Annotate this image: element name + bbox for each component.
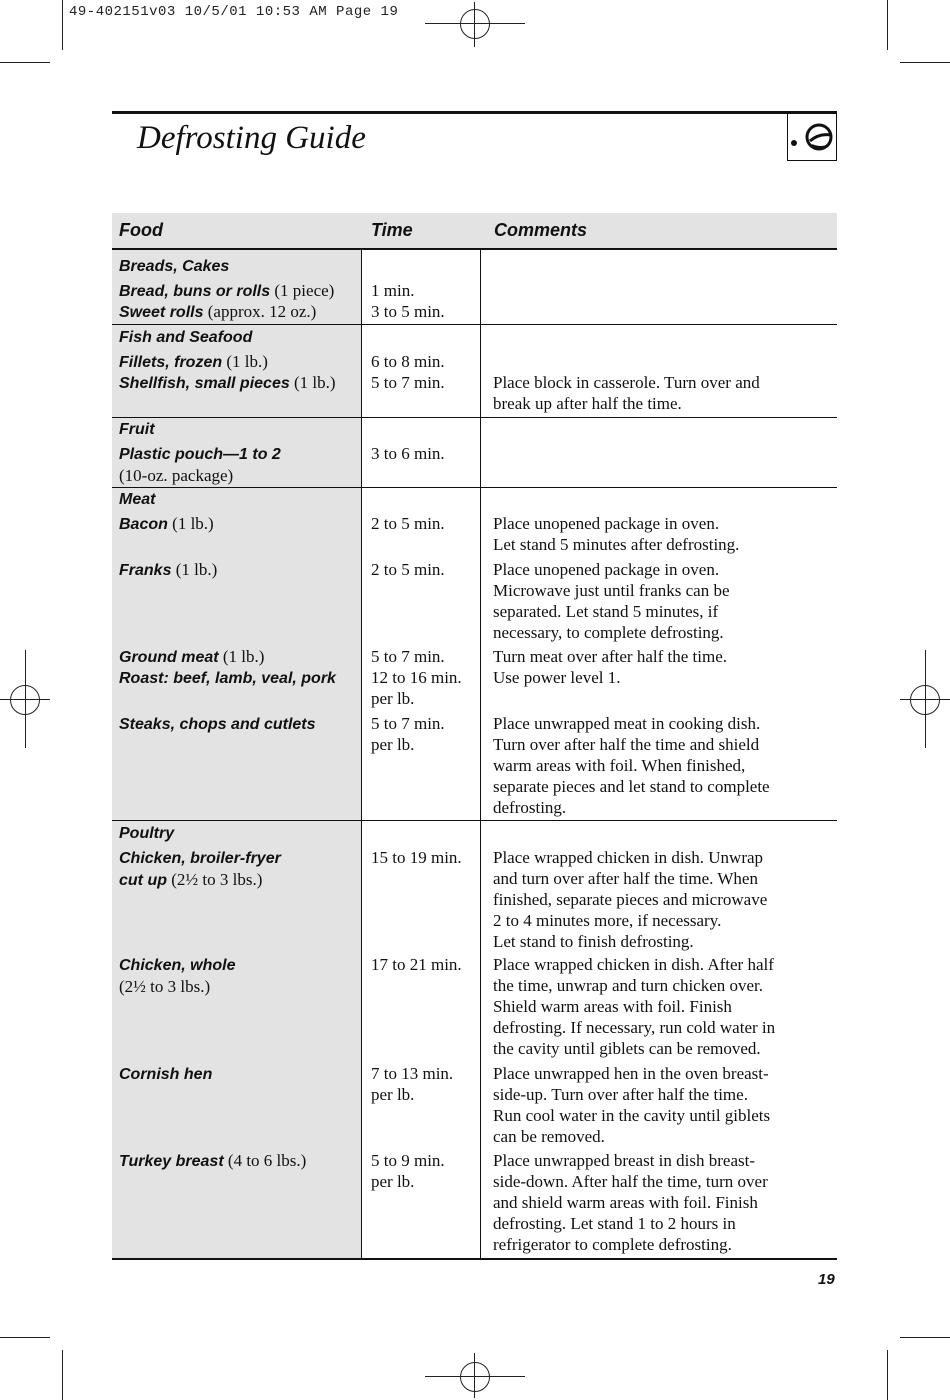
defrost-time: 5 to 7 min. bbox=[371, 373, 445, 392]
food-item bbox=[119, 443, 359, 486]
registration-circle bbox=[910, 685, 940, 715]
food-name: Plastic pouch—1 to 2 bbox=[119, 446, 281, 463]
food-name: Chicken, whole bbox=[119, 957, 236, 974]
section-rule bbox=[112, 487, 837, 488]
food-quantity: (1 lb.) bbox=[218, 647, 265, 666]
defrost-comment: Use power level 1. bbox=[493, 668, 621, 687]
crop-mark bbox=[900, 1337, 950, 1338]
food-quantity: (1 lb.) bbox=[171, 560, 218, 579]
food-name-continued: cut up bbox=[119, 872, 167, 889]
food-item bbox=[119, 559, 359, 581]
food-quantity: (1 lb.) bbox=[167, 514, 214, 533]
food-item bbox=[119, 301, 359, 323]
crop-mark bbox=[0, 1337, 50, 1338]
food-name: Ground meat bbox=[119, 649, 219, 666]
defrost-comment: Place unwrapped breast in dish breast- side-down. After half the time, turn over and shield warm areas with foil. Finish defrosting. Let stand 1 to 2 hours in refrigerator to complete defrosting. bbox=[493, 1151, 768, 1254]
crop-mark bbox=[900, 62, 950, 63]
food-quantity: (approx. 12 oz.) bbox=[203, 302, 317, 321]
defrost-time: 17 to 21 min. bbox=[371, 955, 462, 974]
category-heading: Breads, Cakes bbox=[119, 258, 230, 275]
food-quantity: (2½ to 3 lbs.) bbox=[119, 977, 211, 996]
food-item bbox=[119, 954, 359, 997]
food-item bbox=[119, 372, 359, 394]
crop-mark bbox=[887, 0, 888, 50]
food-item bbox=[119, 280, 359, 302]
defrost-comment: Place unwrapped hen in the oven breast- side-up. Turn over after half the time. Run cool water in the cavity until giblets can be removed. bbox=[493, 1064, 771, 1146]
defrost-comment: Place unopened package in oven. Microwave just until franks can be separated. Let stand 5 minutes, if necessary, to complete defrosting. bbox=[493, 560, 730, 642]
section-rule bbox=[112, 324, 837, 325]
food-item bbox=[119, 1063, 359, 1085]
registration-circle bbox=[10, 685, 40, 715]
food-name: Bread, buns or rolls bbox=[119, 283, 271, 300]
defrost-time: 3 to 5 min. bbox=[371, 302, 445, 321]
defrost-time: 3 to 6 min. bbox=[371, 444, 445, 463]
registration-circle bbox=[460, 9, 490, 39]
food-quantity: (4 to 6 lbs.) bbox=[223, 1151, 307, 1170]
food-quantity: (10-oz. package) bbox=[119, 466, 234, 485]
registration-circle bbox=[460, 1362, 490, 1392]
food-column-shading bbox=[112, 250, 362, 1258]
defrost-time: 2 to 5 min. bbox=[371, 560, 445, 579]
category-heading: Fish and Seafood bbox=[119, 329, 253, 346]
food-quantity: (2½ to 3 lbs.) bbox=[167, 870, 263, 889]
food-name: Fillets, frozen bbox=[119, 354, 223, 371]
section-rule bbox=[112, 820, 837, 821]
food-item bbox=[119, 847, 359, 891]
defrost-time: 5 to 9 min. per lb. bbox=[371, 1151, 445, 1191]
defrost-time: 5 to 7 min. bbox=[371, 647, 445, 666]
food-item bbox=[119, 1150, 359, 1172]
food-item bbox=[119, 713, 359, 735]
food-item bbox=[119, 646, 359, 668]
page-title: Defrosting Guide bbox=[137, 120, 366, 156]
food-name: Roast: beef, lamb, veal, pork bbox=[119, 670, 336, 687]
defrost-time: 5 to 7 min. per lb. bbox=[371, 714, 445, 754]
header-food: Food bbox=[119, 220, 163, 240]
food-name: Chicken, broiler-fryer bbox=[119, 850, 281, 867]
category-heading: Fruit bbox=[119, 421, 155, 438]
defrost-time: 12 to 16 min. per lb. bbox=[371, 668, 462, 708]
food-name: Cornish hen bbox=[119, 1066, 213, 1083]
food-name: Sweet rolls bbox=[119, 304, 204, 321]
food-quantity: (1 piece) bbox=[270, 281, 335, 300]
defrost-time: 6 to 8 min. bbox=[371, 352, 445, 371]
food-name: Bacon bbox=[119, 516, 168, 533]
section-rule bbox=[112, 417, 837, 418]
food-name: Turkey breast bbox=[119, 1153, 224, 1170]
crop-mark bbox=[887, 1350, 888, 1400]
defrost-time: 7 to 13 min. per lb. bbox=[371, 1064, 454, 1104]
page-number: 19 bbox=[818, 1271, 835, 1288]
food-name: Franks bbox=[119, 562, 172, 579]
defrost-comment: Place unopened package in oven. Let stand 5 minutes after defrosting. bbox=[493, 514, 740, 554]
header-comments: Comments bbox=[494, 220, 588, 240]
header-time: Time bbox=[371, 220, 413, 240]
defrost-comment: Place wrapped chicken in dish. After half the time, unwrap and turn chicken over. Shield warm areas with foil. Finish defrosting. If necessary, run cold water in the cavity until giblets can be removed. bbox=[493, 955, 776, 1058]
defrost-comment: Place block in casserole. Turn over and break up after half the time. bbox=[493, 373, 760, 413]
food-name: Shellfish, small pieces bbox=[119, 375, 290, 392]
food-item bbox=[119, 351, 359, 373]
crop-mark bbox=[62, 1350, 63, 1400]
food-name: Steaks, chops and cutlets bbox=[119, 716, 316, 733]
food-quantity: (1 lb.) bbox=[222, 352, 268, 371]
defrost-time: 15 to 19 min. bbox=[371, 848, 462, 867]
crop-mark bbox=[0, 62, 50, 63]
defrost-comment: Turn meat over after half the time. bbox=[493, 647, 727, 666]
table-bottom-rule bbox=[112, 1258, 837, 1260]
column-divider bbox=[361, 250, 362, 1258]
defrost-comment: Place wrapped chicken in dish. Unwrap and turn over after half the time. When finished, separate pieces and microwave 2 to 4 minutes more, if necessary. Let stand to finish defrosting. bbox=[493, 848, 768, 951]
title-rule bbox=[112, 111, 837, 114]
defrost-comment: Place unwrapped meat in cooking dish. Turn over after half the time and shield warm areas with foil. When finished, separate pieces and let stand to complete defrosting. bbox=[493, 714, 770, 817]
category-heading: Meat bbox=[119, 491, 156, 508]
table-header bbox=[112, 213, 837, 249]
print-slug: 49-402151v03 10/5/01 10:53 AM Page 19 bbox=[69, 4, 399, 20]
category-heading: Poultry bbox=[119, 825, 175, 842]
food-quantity: (1 lb.) bbox=[289, 373, 336, 392]
crop-mark bbox=[62, 0, 63, 50]
brand-logo bbox=[787, 114, 837, 161]
monogram-icon bbox=[788, 114, 836, 160]
food-item bbox=[119, 667, 359, 689]
defrost-time: 2 to 5 min. bbox=[371, 514, 445, 533]
food-item bbox=[119, 513, 359, 535]
defrost-time: 1 min. bbox=[371, 281, 415, 300]
